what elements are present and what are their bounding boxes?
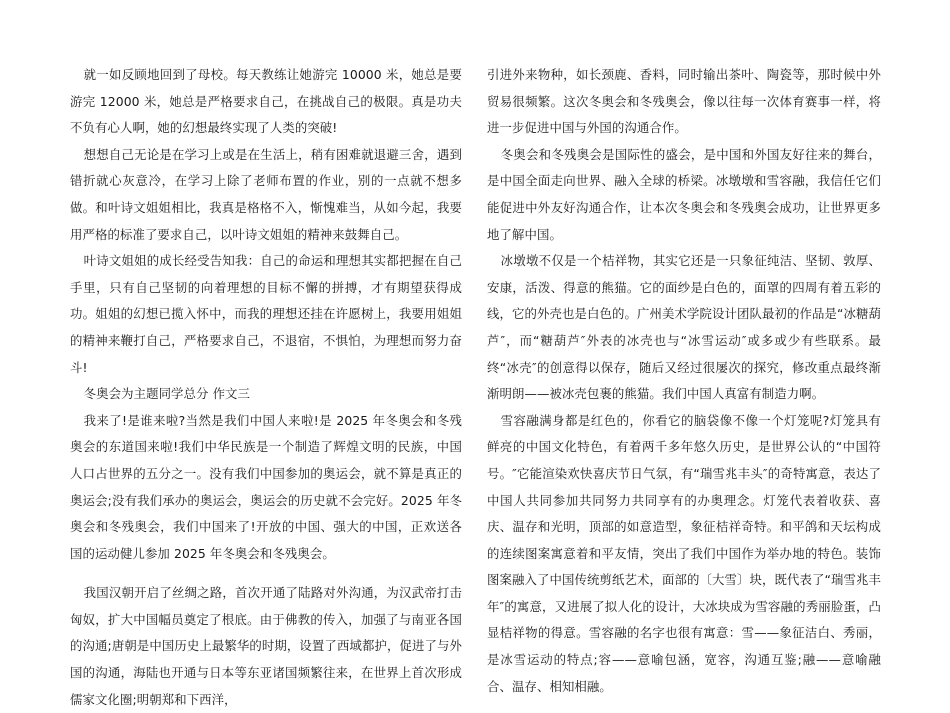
paragraph: 我国汉朝开启了丝绸之路，首次开通了陆路对外沟通，为汉武帝打击匈奴，扩大中国幅员奠定了根底。由于佛教的传入，加强了与南亚各国的沟通;唐朝是中国历史上最繁华的时期，设置了西域都护，促进了与外国的沟通，海陆也开通与日本等东亚诸国频繁往来，在世界上首次形成儒家文化圈;明朝郑和下西洋，: [70, 585, 462, 707]
left-column: [70, 62, 462, 713]
paragraph: 引进外来物种，如长颈鹿、香料，同时输出茶叶、陶瓷等，那时候中外贸易很频繁。这次冬奥会和冬残奥会，像以往每一次体育赛事一样，将进一步促进中国与外国的沟通合作。: [487, 67, 881, 136]
paragraph: 叶诗文姐姐的成长经受告知我：自己的命运和理想其实都把握在自己手里，只有自己坚韧的向着理想的目标不懈的拼搏，才有期望获得成功。姐姐的幻想已揽入怀中，而我的理想还挂在许愿树上，我要用姐姐的精神来鞭打自己，严格要求自己，不退宿，不惧怕，为理想而努力奋斗!: [70, 253, 462, 375]
paragraph: 我来了!是谁来啦?当然是我们中国人来啦!是 2025 年冬奥会和冬残奥会的东道国来啦!我们中华民族是一个制造了辉煌文明的民族，中国人口占世界的五分之一。没有我们中国参加的奥运会，就不算是真正的奥运会;没有我们承办的奥运会，奥运会的历史就不会完好。2025 年冬奥会和冬残奥会，我们中国来了!开放的中国、强大的中国，正欢送各国的运动健儿参加 2025 年冬奥会和冬残奥会。: [70, 412, 462, 561]
paragraph: 冬奥会和冬残奥会是国际性的盛会，是中国和外国友好往来的舞台，是中国全面走向世界、融入全球的桥梁。冰墩墩和雪容融，我信任它们能促进中外友好沟通合作，让本次冬奥会和冬残奥会成功，让世界更多地了解中国。: [487, 146, 881, 242]
paragraph: 雪容融满身都是红色的，你看它的脑袋像不像一个灯笼呢?灯笼具有鲜亮的中国文化特色，有着两千多年悠久历史，是世界公认的“中国符号。″它能渲染欢快喜庆节日气氛，有“瑞雪兆丰头″的奇特寓意，表达了中国人共同参加共同努力共同享有的办奥理念。灯笼代表着收获、喜庆、温存和光明，顶部的如意造型，象征桔祥奇特。和平鸽和天坛构成的连续图案寓意着和平友情，突出了我们中国作为举办地的特色。装饰图案融入了中国传统剪纸艺术，面部的〔大雪〕块，既代表了“瑞雪兆丰年″的寓意，又进展了拟人化的设计，大冰块成为雪容融的秀丽脸蛋，凸显桔祥物的得意。雪容融的名字也很有寓意：雪——象征洁白、秀丽，是冰雪运动的特点;容——意喻包涵，宽容，沟通互鉴;融——意喻融合、温存、相知相融。: [487, 412, 881, 694]
paragraph: 冰墩墩不仅是一个桔祥物，其实它还是一只象征纯洁、坚韧、敦厚、安康，活泼、得意的熊猫。它的面纱是白色的，面罩的四周有着五彩的线，它的外壳也是白色的。广州美术学院设计团队最初的作品是“冰糖葫芦″，而“糖葫芦″外表的冰壳也与“冰雪运动″或多或少有些联系。最终“冰壳″的创意得以保存，随后又经过很屡次的探究，修改重点最终渐渐明朗——被冰壳包裹的熊猫。我们中国人真富有制造力啊。: [487, 253, 881, 402]
essay-heading: 冬奥会为主题同学总分 作文三: [83, 386, 251, 402]
right-column: [487, 62, 881, 700]
paragraph: 想想自己无论是在学习上或是在生活上，稍有困难就退避三舍，遇到错折就心灰意冷，在学习上除了老师布置的作业，别的一点就不想多做。和叶诗文姐姐相比，我真是格格不入，惭愧难当，从如今起，我要用严格的标准了要求自己，以叶诗文姐姐的精神来鼓舞自己。: [70, 146, 462, 242]
paragraph: 就一如反顾地回到了母校。每天教练让她游完 10000 米，她总是要游完 12000 米，她总是严格要求自己，在挑战自己的极限。真是功夫不负有心人啊，她的幻想最终实现了人类的突破!: [70, 67, 462, 136]
